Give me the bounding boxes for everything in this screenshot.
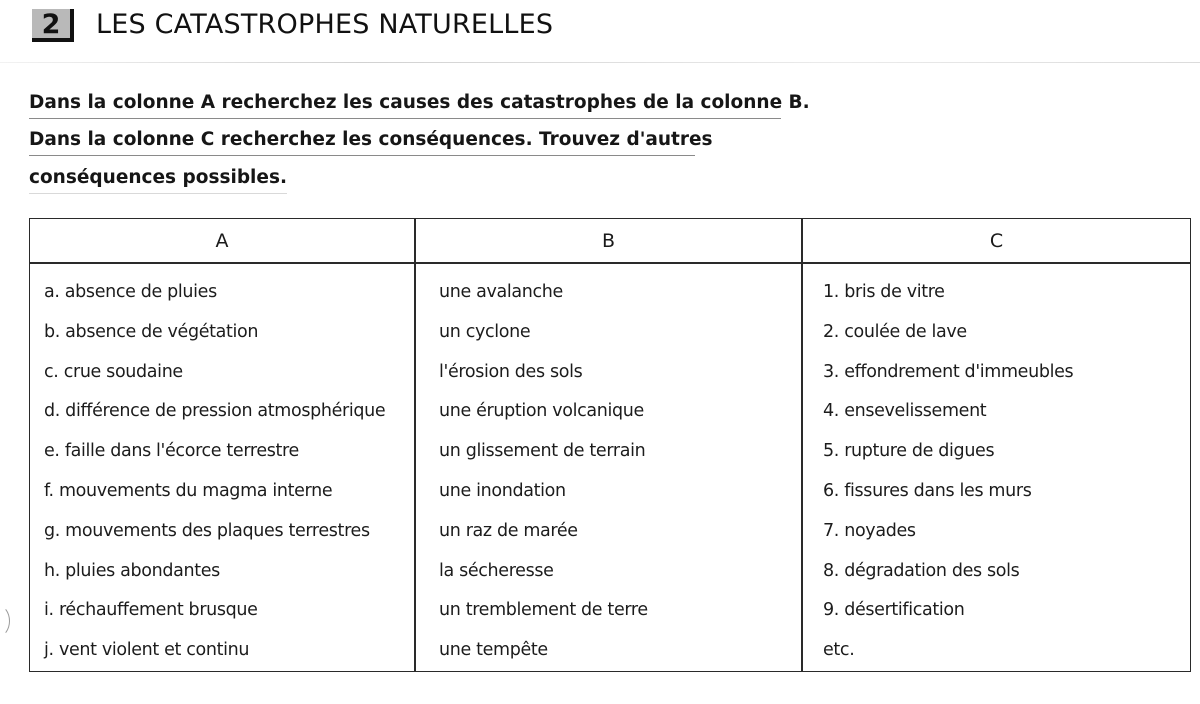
causes-list — [44, 277, 385, 675]
exercise-number-badge: 2 — [32, 9, 74, 42]
consequence-item: etc. — [823, 640, 855, 661]
catastrophe-item: la sécheresse — [439, 560, 554, 581]
instruction-line-3: conséquences possibles. — [29, 165, 287, 194]
cause-item: a. absence de pluies — [44, 282, 217, 302]
catastrophe-item: un raz de marée — [439, 520, 578, 541]
consequence-item: 8. dégradation des sols — [823, 560, 1020, 581]
catastrophe-item: une éruption volcanique — [439, 401, 644, 422]
consequence-item: 2. coulée de lave — [823, 321, 967, 342]
cause-item: d. différence de pression atmosphérique — [44, 401, 386, 422]
cause-item: j. vent violent et continu — [44, 640, 250, 661]
consequence-item: 5. rupture de digues — [823, 441, 995, 462]
catastrophe-item: une avalanche — [439, 282, 563, 302]
cause-item: b. absence de végétation — [44, 321, 259, 342]
catastrophe-item: une tempête — [439, 640, 548, 661]
consequence-item: 4. ensevelissement — [823, 401, 987, 422]
column-header-a: A — [215, 230, 229, 252]
header-row-divider — [30, 262, 1190, 264]
cause-item: g. mouvements des plaques terrestres — [44, 520, 370, 541]
catastrophe-item: un tremblement de terre — [439, 600, 648, 621]
margin-scan-mark — [0, 605, 10, 637]
column-divider — [801, 219, 803, 671]
cause-item: h. pluies abondantes — [44, 560, 220, 581]
matching-table — [29, 218, 1191, 672]
consequence-item: 1. bris de vitre — [823, 282, 945, 302]
consequence-item: 3. effondrement d'immeubles — [823, 361, 1074, 382]
consequence-item: 7. noyades — [823, 520, 916, 541]
catastrophe-item: un glissement de terrain — [439, 441, 646, 462]
column-header-b: B — [601, 230, 616, 252]
column-header-c: C — [989, 230, 1004, 252]
consequences-list — [823, 277, 1073, 675]
cause-item: c. crue soudaine — [44, 361, 183, 382]
catastrophe-item: l'érosion des sols — [439, 361, 583, 382]
catastrophes-list — [439, 277, 648, 675]
cause-item: i. réchauffement brusque — [44, 600, 258, 621]
column-divider — [414, 219, 416, 671]
cause-item: f. mouvements du magma interne — [44, 480, 333, 501]
consequence-item: 6. fissures dans les murs — [823, 480, 1032, 501]
catastrophe-item: un cyclone — [439, 321, 531, 342]
catastrophe-item: une inondation — [439, 480, 566, 501]
exercise-title: LES CATASTROPHES NATURELLES — [96, 9, 554, 40]
consequence-item: 9. désertification — [823, 600, 965, 621]
header-divider — [0, 62, 1200, 63]
cause-item: e. faille dans l'écorce terrestre — [44, 441, 299, 462]
instruction-line-1: Dans la colonne A recherchez les causes des catastrophes de la colonne B. — [29, 90, 781, 119]
instruction-line-2: Dans la colonne C recherchez les conséquences. Trouvez d'autres — [29, 127, 695, 156]
